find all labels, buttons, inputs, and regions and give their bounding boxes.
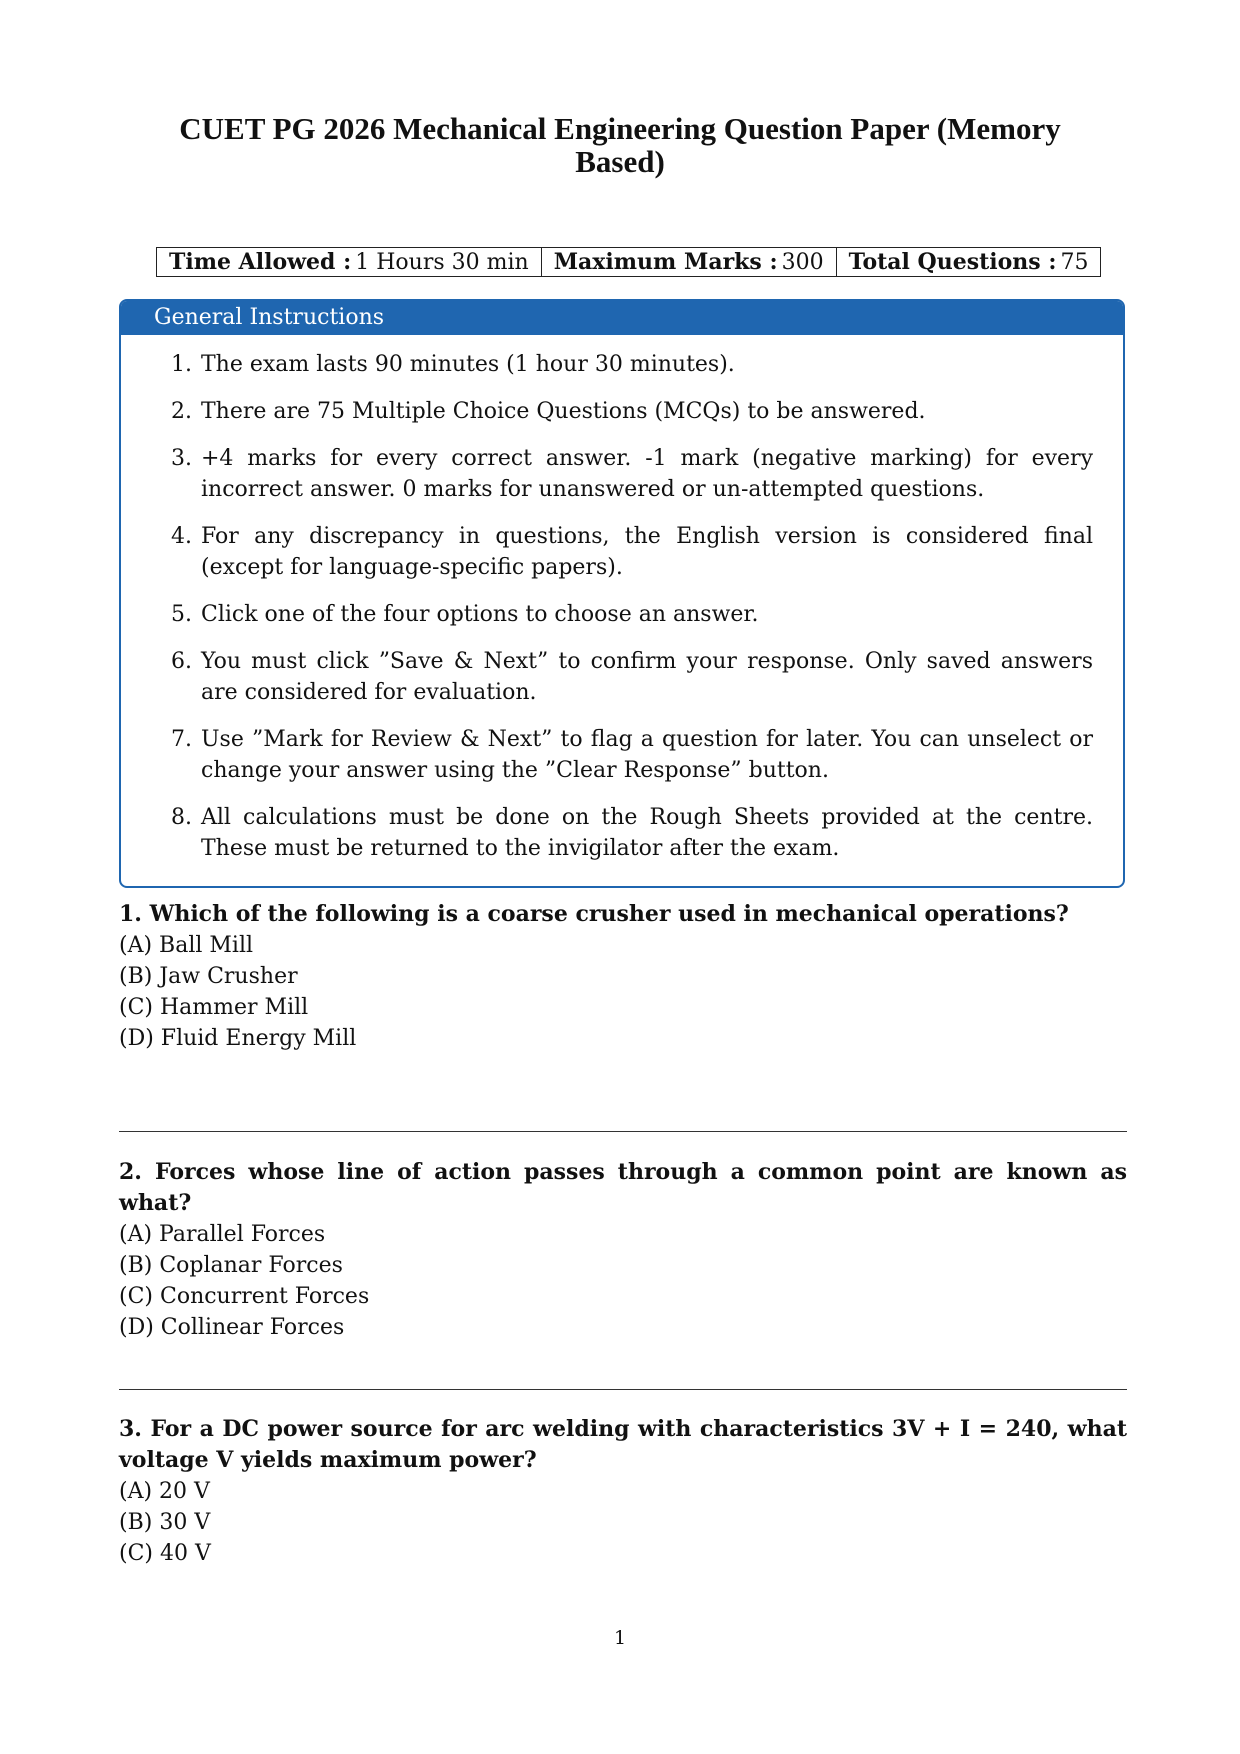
instruction-item	[171, 396, 1093, 427]
instruction-text: You must click ”Save & Next” to confirm your response. Only saved answers are considered for evaluation.	[201, 649, 1093, 705]
option-item: (B) 30 V	[119, 1510, 211, 1535]
question-options	[119, 930, 1127, 1054]
instruction-number: 1.	[171, 352, 192, 377]
instruction-item	[171, 599, 1093, 630]
option-item: (C) Concurrent Forces	[119, 1284, 370, 1309]
instruction-text: Use ”Mark for Review & Next” to flag a question for later. You can unselect or change your answer using the ”Clear Response” button.	[201, 727, 1093, 783]
exam-meta-table	[156, 247, 1101, 277]
instruction-text: +4 marks for every correct answer. -1 mark (negative marking) for every incorrect answer. 0 marks for unanswered or un-attempted questions.	[201, 446, 1093, 502]
option-item: (C) 40 V	[119, 1541, 211, 1566]
maximum-marks-value: 300	[781, 249, 824, 275]
instruction-number: 7.	[171, 727, 192, 752]
instruction-text: The exam lasts 90 minutes (1 hour 30 minutes).	[201, 352, 735, 377]
option-item: (A) Parallel Forces	[119, 1222, 326, 1247]
option-item: (B) Coplanar Forces	[119, 1253, 343, 1278]
instruction-number: 5.	[171, 602, 192, 627]
option-item: (C) Hammer Mill	[119, 995, 309, 1020]
instruction-item	[171, 521, 1093, 583]
maximum-marks-label: Maximum Marks :	[553, 249, 778, 275]
instruction-number: 4.	[171, 524, 192, 549]
total-questions-label: Total Questions :	[848, 249, 1057, 275]
page-number: 1	[613, 1627, 627, 1649]
time-allowed-label: Time Allowed :	[169, 249, 352, 275]
option-item: (A) Ball Mill	[119, 933, 254, 958]
general-instructions-heading: General Instructions	[121, 301, 1123, 335]
instruction-text: There are 75 Multiple Choice Questions (MCQs) to be answered.	[201, 399, 926, 424]
question-options	[119, 1219, 1127, 1343]
option-item: (A) 20 V	[119, 1479, 210, 1504]
total-questions-value: 75	[1060, 249, 1089, 275]
page-title: CUET PG 2026 Mechanical Engineering Question Paper (Memory Based)	[179, 111, 1061, 179]
instruction-item	[171, 349, 1093, 380]
instruction-number: 2.	[171, 399, 192, 424]
instruction-number: 6.	[171, 649, 192, 674]
maximum-marks	[541, 248, 836, 276]
instruction-text: Click one of the four options to choose an answer.	[201, 602, 759, 627]
option-item: (B) Jaw Crusher	[119, 964, 298, 989]
option-item: (D) Collinear Forces	[119, 1315, 345, 1340]
instruction-text: All calculations must be done on the Rough Sheets provided at the centre. These must be returned to the invigilator after the exam.	[201, 805, 1093, 861]
question-2	[119, 1157, 1127, 1343]
question-3	[119, 1414, 1127, 1569]
question-options	[119, 1476, 1127, 1569]
total-questions	[836, 248, 1101, 276]
instruction-item	[171, 802, 1093, 864]
time-allowed-value: 1 Hours 30 min	[355, 249, 529, 275]
option-item: (D) Fluid Energy Mill	[119, 1026, 357, 1051]
instructions-list	[121, 335, 1123, 864]
instruction-item	[171, 443, 1093, 505]
time-allowed	[157, 248, 541, 276]
instruction-number: 3.	[171, 446, 192, 471]
general-instructions-box	[119, 299, 1125, 888]
question-stem: 1. Which of the following is a coarse crusher used in mechanical operations?	[119, 901, 1069, 927]
instruction-number: 8.	[171, 805, 192, 830]
instruction-item	[171, 724, 1093, 786]
question-1	[119, 899, 1127, 1054]
question-stem: 2. Forces whose line of action passes through a common point are known as what?	[119, 1159, 1127, 1216]
instruction-item	[171, 646, 1093, 708]
question-divider	[119, 1131, 1127, 1132]
question-divider	[119, 1389, 1127, 1390]
question-stem: 3. For a DC power source for arc welding with characteristics 3V + I = 240, what voltage V yields maximum power?	[119, 1416, 1127, 1473]
instruction-text: For any discrepancy in questions, the English version is considered final (except for language-specific papers).	[201, 524, 1093, 580]
